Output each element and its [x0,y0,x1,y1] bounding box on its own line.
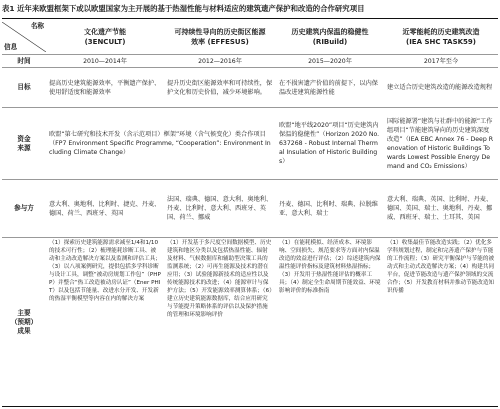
table-cell: （1）在能耗模拟、经济成本、环境影响、空间损失、规范要求等方面对内保温改造的效益进行评估；（2）综述建筑内保温性能评价指标及建筑材料热湿指标；（3）开发用于热湿性能评估的概率工具；（4）制定全生命周期节能效益、环境影响评价的标准指南 [276,238,384,407]
table-cell: 法国、瑞典、德国、意大利、奥地利、丹麦、比利时、意大利、西班牙、英国、荷兰、挪威 [164,180,276,238]
table-cell: （1）开发基于多尺度空间数据模型、历史建筑和地区分类以及包括热湿性能、辐射及材料、气候数据库和辅助型决策工具的监测系统；（2）可再生能源及技术的潜在应用；（3）试验能源新技术的适应性以及传统能源技术的改进；（4）能源审计与保护方法；（5）开发能源效率测算体系；（6）建立历史建筑能源数据库，结合应用研究与节能提升策略体系的评估以及保护措施的管理和环境影响评价 [164,238,276,407]
row-label: 参与方 [2,180,46,238]
corner-info-label: 信息 [4,42,18,51]
row-label: 目标 [2,68,46,108]
column-header-line2: (IEA SHC TASK59) [406,37,476,46]
table-cell: 2010—2014年 [46,55,164,68]
column-header-line2: (RIBuild) [312,37,348,46]
table-row-funding [2,108,498,180]
column-header-3encult [46,19,164,55]
row-label: 资金 来源 [2,108,46,180]
column-header-line1: 近零能耗的历史建筑改造 [402,27,480,36]
project-comparison-table [2,18,498,407]
table-row-participants [2,180,498,238]
table-row-time [2,55,498,68]
table-row-outcomes [2,238,498,407]
table-caption: 表1 近年来欧盟框架下或以欧盟国家为主开展的基于热湿性能与材料适应的建筑遗产保护和改造的合作研究项目 [2,4,365,13]
table-cell: 丹麦、德国、比利时、瑞典、拉脱维亚、意大利、瑞士 [276,180,384,238]
table-cell: 在不损害遗产价值的前提下，以内保温改进建筑能源性能 [276,68,384,108]
column-header-line1: 可持续性导向的历史街区能源 [174,27,266,36]
table-cell: 2017年至今 [384,55,498,68]
column-header-line1: 文化遗产节能 [84,27,126,36]
table-cell: 意大利、瑞典、英国、比利时、丹麦、德国、美国、瑞士、奥地利、丹麦、挪威、西班牙、瑞士、土耳其、美国 [384,180,498,238]
column-header-ribuild [276,19,384,55]
table-cell: 2012—2016年 [164,55,276,68]
table-cell: 建立适合历史建筑改造的能源改造规程 [384,68,498,108]
corner-name-label: 名称 [30,21,44,30]
row-label: 主要 （预期） 成果 [2,238,46,407]
table-cell: 提高历史建筑能源效率，平衡遗产保护、使用舒适度和能源效率 [46,68,164,108]
table-cell: 欧盟“地平线2020”项目“历史建筑内保温的稳健性”（Horizon 2020 No. 637268 - Robust Internal Thermal Insulation of Historic Buildings） [276,108,384,180]
row-label: 时间 [2,55,46,68]
column-header-effesus [164,19,276,55]
table-cell: 国际能源署“建筑与社群中的能源”工作组项目“节能建筑导向的历史建筑深度改造”（IEA EBC Annex 76 - Deep Renovation of Historic Buildings Towards Lowest Possible Energy Demand and CO₂ Emissions） [384,108,498,180]
table-row-goal [2,68,498,108]
table-cell: 提升历史街区能源效率和可持续性，保护文化和历史价值，减少环境影响。 [164,68,276,108]
table-cell: （1）探索历史建筑能源需求减至1/4和1/10的技术可行性；（2）梳理能耗诊断工具、被动和主动改造解决方案以及监测和评估工具；（3）以八项案例研究，提供包括多学科诊断与设计工具，调整“被动房规划工作包”（PHPP）并整合“热工改造被动房认证”（Ener PHIT）以及包括节能量、改进水分开发、开发新的热湿平衡模型等内容在内的解决方案 [46,238,164,407]
table-cell: （1）收集最佳节能改造实践；（2）优化多学科规划过程，制定和完善遗产保护与节能的工作流程；（3）研究平衡保护与节能的被动式和主动式改造解决方案；（4）构建共同平台，促进节能改造与遗产保护领域的交流合作；（5）开发教育材料并推动节能改造知识传播 [384,238,498,407]
table-cell: 2015—2020年 [276,55,384,68]
table-cell: 意大利、奥地利、比利时、捷克、丹麦、德国、荷兰、西班牙、英国 [46,180,164,238]
column-header-line1: 历史建筑内保温的稳健性 [291,27,369,36]
column-header-line2: (3ENCULT) [84,37,126,46]
corner-header-cell [2,19,46,55]
column-header-line2: 效率 (EFFESUS) [191,37,249,46]
table-cell: 欧盟“第七研究和技术开发（含示范项目）框架”环境（含气候变化）类合作项目（FP7 Environment Specific Programme, “Cooperation”: Environment Including Climate Change） [46,108,276,180]
column-header-task59 [384,19,498,55]
